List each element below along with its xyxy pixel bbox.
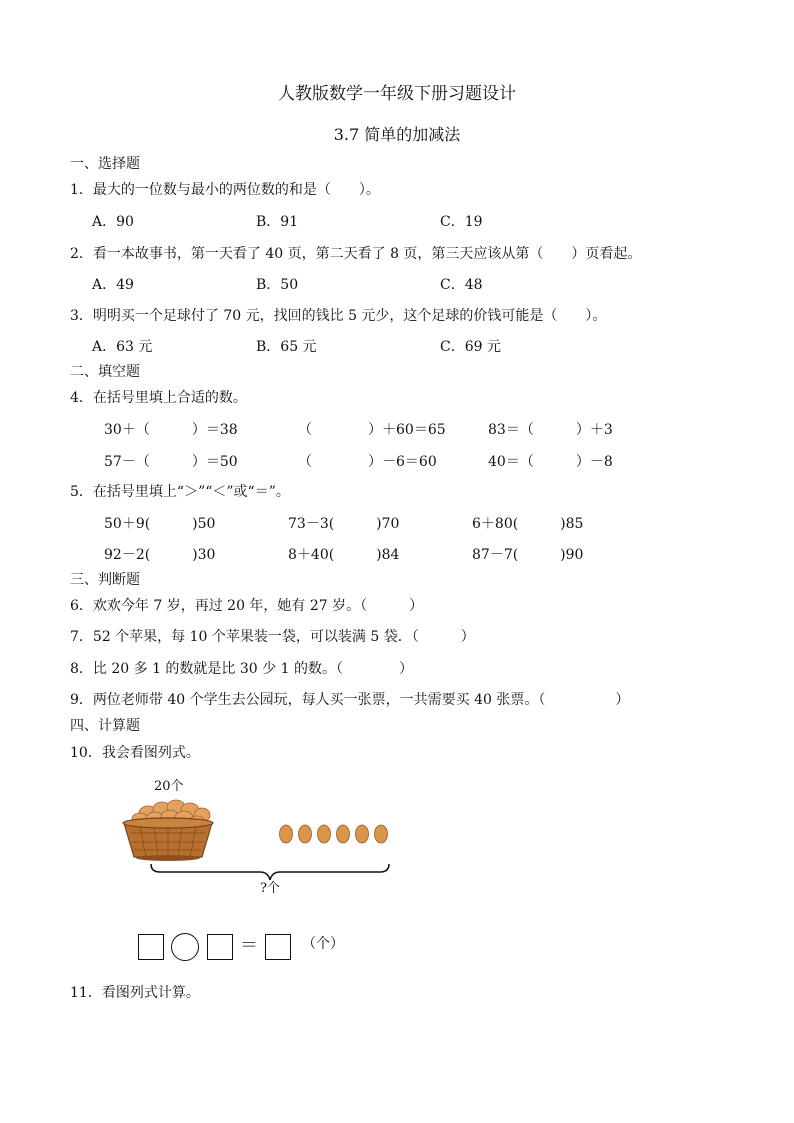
question-10-stem: 10．我会看图列式。	[70, 745, 200, 761]
question-2-option-a: A．49	[92, 277, 134, 293]
question-4-item: 57－（ ）＝50	[104, 454, 238, 470]
egg-icon	[356, 825, 369, 843]
section-heading-fill: 二、填空题	[70, 364, 140, 380]
question-5-item: 73－3( )70	[288, 516, 400, 532]
answer-box-result[interactable]	[265, 934, 291, 960]
question-7: 7．52 个苹果，每 10 个苹果装一袋，可以装满 5 袋．（ ）	[70, 629, 475, 645]
question-4-item: 30＋（ ）＝38	[104, 422, 238, 438]
question-5-stem: 5．在括号里填上“＞”“＜”或“＝”。	[70, 484, 290, 500]
question-1-option-b: B．91	[256, 214, 299, 230]
operator-circle[interactable]	[171, 933, 199, 961]
total-unknown-label: ?个	[260, 881, 280, 896]
section-heading-calc: 四、计算题	[70, 718, 140, 734]
question-1-option-a: A．90	[92, 214, 134, 230]
question-6: 6．欢欢今年 7 岁，再过 20 年，她有 27 岁。（ ）	[70, 598, 424, 614]
egg-icon	[337, 825, 350, 843]
question-1-option-c: C．19	[440, 214, 483, 230]
egg-icon	[299, 825, 312, 843]
question-3-option-b: B．65 元	[256, 339, 317, 355]
question-3-stem: 3．明明买一个足球付了 70 元，找回的钱比 5 元少，这个足球的价钱可能是（ ）。	[70, 308, 607, 324]
question-8: 8．比 20 多 1 的数就是比 30 少 1 的数。（ ）	[70, 661, 413, 677]
page-title: 人教版数学一年级下册习题设计	[278, 84, 516, 104]
loose-eggs	[276, 820, 396, 848]
question-11-stem: 11．看图列式计算。	[70, 985, 200, 1001]
question-5-item: 6＋80( )85	[472, 516, 584, 532]
question-4-stem: 4．在括号里填上合适的数。	[70, 390, 247, 406]
question-4-item: 40＝（ ）－8	[488, 454, 613, 470]
answer-box-1[interactable]	[138, 934, 164, 960]
section-heading-choice: 一、选择题	[70, 156, 140, 172]
question-2-option-c: C．48	[440, 277, 483, 293]
egg-icon	[375, 825, 388, 843]
question-4-item: （ ）－6＝60	[298, 454, 437, 470]
question-2-stem: 2．看一本故事书，第一天看了 40 页，第二天看了 8 页，第三天应该从第（ ）页看起。	[70, 246, 642, 262]
question-3-option-c: C．69 元	[440, 339, 501, 355]
question-5-item: 50＋9( )50	[104, 516, 216, 532]
question-2-option-b: B．50	[256, 277, 299, 293]
question-1-stem: 1．最大的一位数与最小的两位数的和是（ ）。	[70, 182, 380, 198]
question-5-item: 92－2( )30	[104, 547, 216, 563]
equals-sign: ＝	[240, 935, 258, 956]
page-subtitle: 3.7 简单的加减法	[333, 125, 461, 144]
answer-box-2[interactable]	[207, 934, 233, 960]
question-9: 9．两位老师带 40 个学生去公园玩，每人买一张票，一共需要买 40 张票。（ ）	[70, 692, 630, 708]
question-4-item: 83＝（ ）＋3	[488, 422, 613, 438]
unit-label: （个）	[302, 936, 344, 952]
egg-icon	[280, 825, 293, 843]
question-3-option-a: A．63 元	[92, 339, 153, 355]
basket-count-label: 20个	[154, 779, 184, 794]
egg-icon	[318, 825, 331, 843]
question-5-item: 8＋40( )84	[288, 547, 400, 563]
question-4-item: （ ）＋60＝65	[298, 422, 446, 438]
section-heading-judge: 三、判断题	[70, 572, 140, 588]
question-5-item: 87－7( )90	[472, 547, 584, 563]
